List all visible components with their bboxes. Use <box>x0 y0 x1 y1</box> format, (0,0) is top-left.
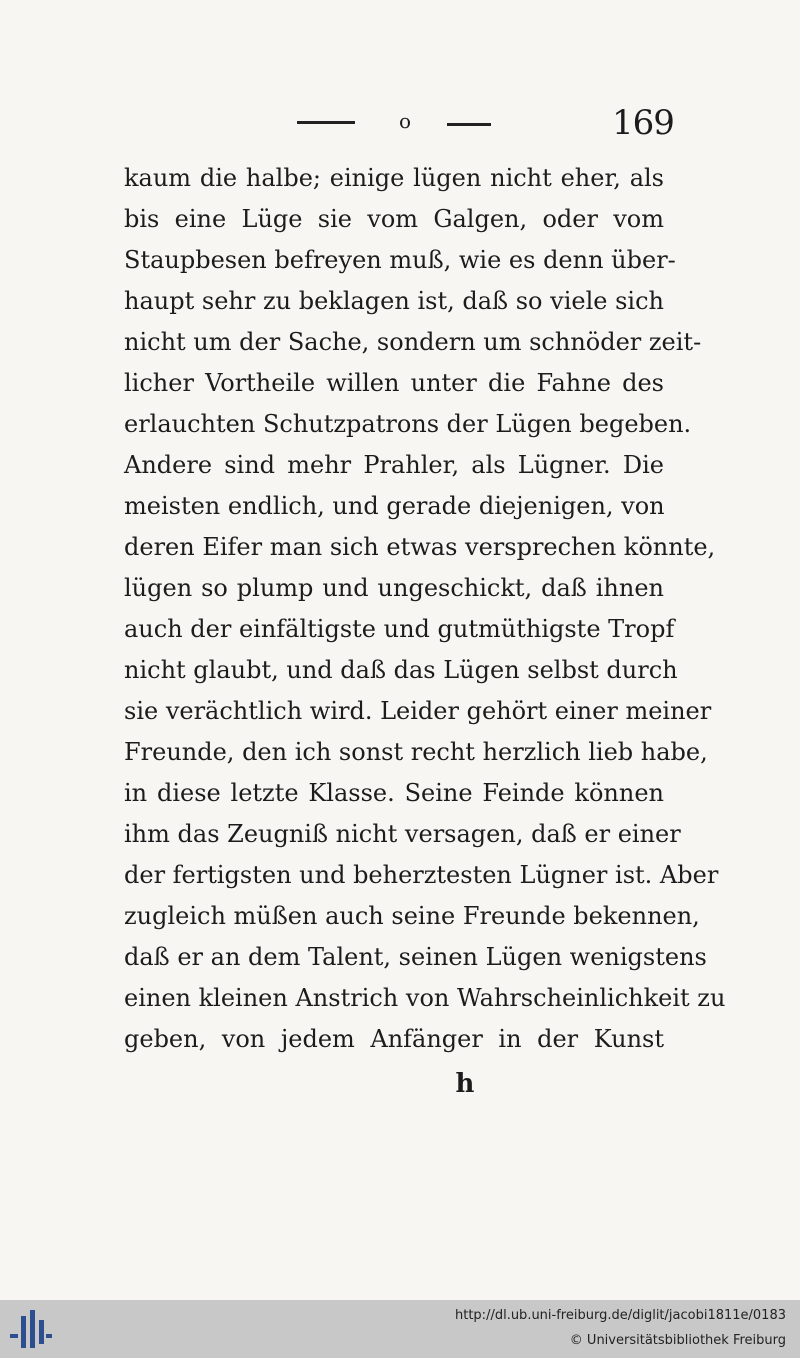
text-line: bis eine Lüge sie vom Galgen, oder vom <box>124 205 664 233</box>
text-line: kaum die halbe; einige lügen nicht eher, als <box>124 164 664 192</box>
text-line: lügen so plump und ungeschickt, daß ihnen <box>124 574 664 602</box>
text-line: deren Eifer man sich etwas versprechen könnte, <box>124 533 716 561</box>
text-line: daß er an dem Talent, seinen Lügen wenigstens <box>124 943 707 971</box>
text-line: Andere sind mehr Prahler, als Lügner. Die <box>124 451 664 479</box>
text-line: Staupbesen befreyen muß, wie es denn über- <box>124 246 676 274</box>
text-line: erlauchten Schutzpatrons der Lügen begeben. <box>124 410 692 438</box>
text-line: meisten endlich, und gerade diejenigen, von <box>124 492 665 520</box>
page-number: 169 <box>612 103 674 143</box>
text-line: haupt sehr zu beklagen ist, daß so viele sich <box>124 287 664 315</box>
text-line: der fertigsten und beherztesten Lügner ist. Aber <box>124 861 719 889</box>
body-text <box>124 158 726 1060</box>
library-logo-icon[interactable] <box>10 1310 52 1348</box>
header-ornament: o <box>398 109 412 133</box>
text-line: einen kleinen Anstrich von Wahrscheinlichkeit zu <box>124 984 726 1012</box>
header-rule-right <box>447 123 491 126</box>
text-line: in diese letzte Klasse. Seine Feinde können <box>124 779 664 807</box>
permalink-url[interactable]: http://dl.ub.uni-freiburg.de/diglit/jacobi1811e/0183 <box>455 1308 786 1323</box>
text-line: Freunde, den ich sonst recht herzlich lieb habe, <box>124 738 708 766</box>
copyright-notice: © Universitätsbibliothek Freiburg <box>569 1333 786 1348</box>
header-rule-left <box>297 121 355 124</box>
signature-mark: h <box>455 1069 475 1099</box>
text-line: licher Vortheile willen unter die Fahne des <box>124 369 664 397</box>
text-line: geben, von jedem Anfänger in der Kunst <box>124 1025 664 1053</box>
text-line: sie verächtlich wird. Leider gehört einer meiner <box>124 697 712 725</box>
text-line: auch der einfältigste und gutmüthigste Tropf <box>124 615 675 643</box>
text-line: ihm das Zeugniß nicht versagen, daß er einer <box>124 820 681 848</box>
text-line: zugleich müßen auch seine Freunde bekennen, <box>124 902 700 930</box>
text-line: nicht um der Sache, sondern um schnöder zeit- <box>124 328 702 356</box>
viewer-footer <box>0 1300 800 1358</box>
text-line: nicht glaubt, und daß das Lügen selbst durch <box>124 656 678 684</box>
